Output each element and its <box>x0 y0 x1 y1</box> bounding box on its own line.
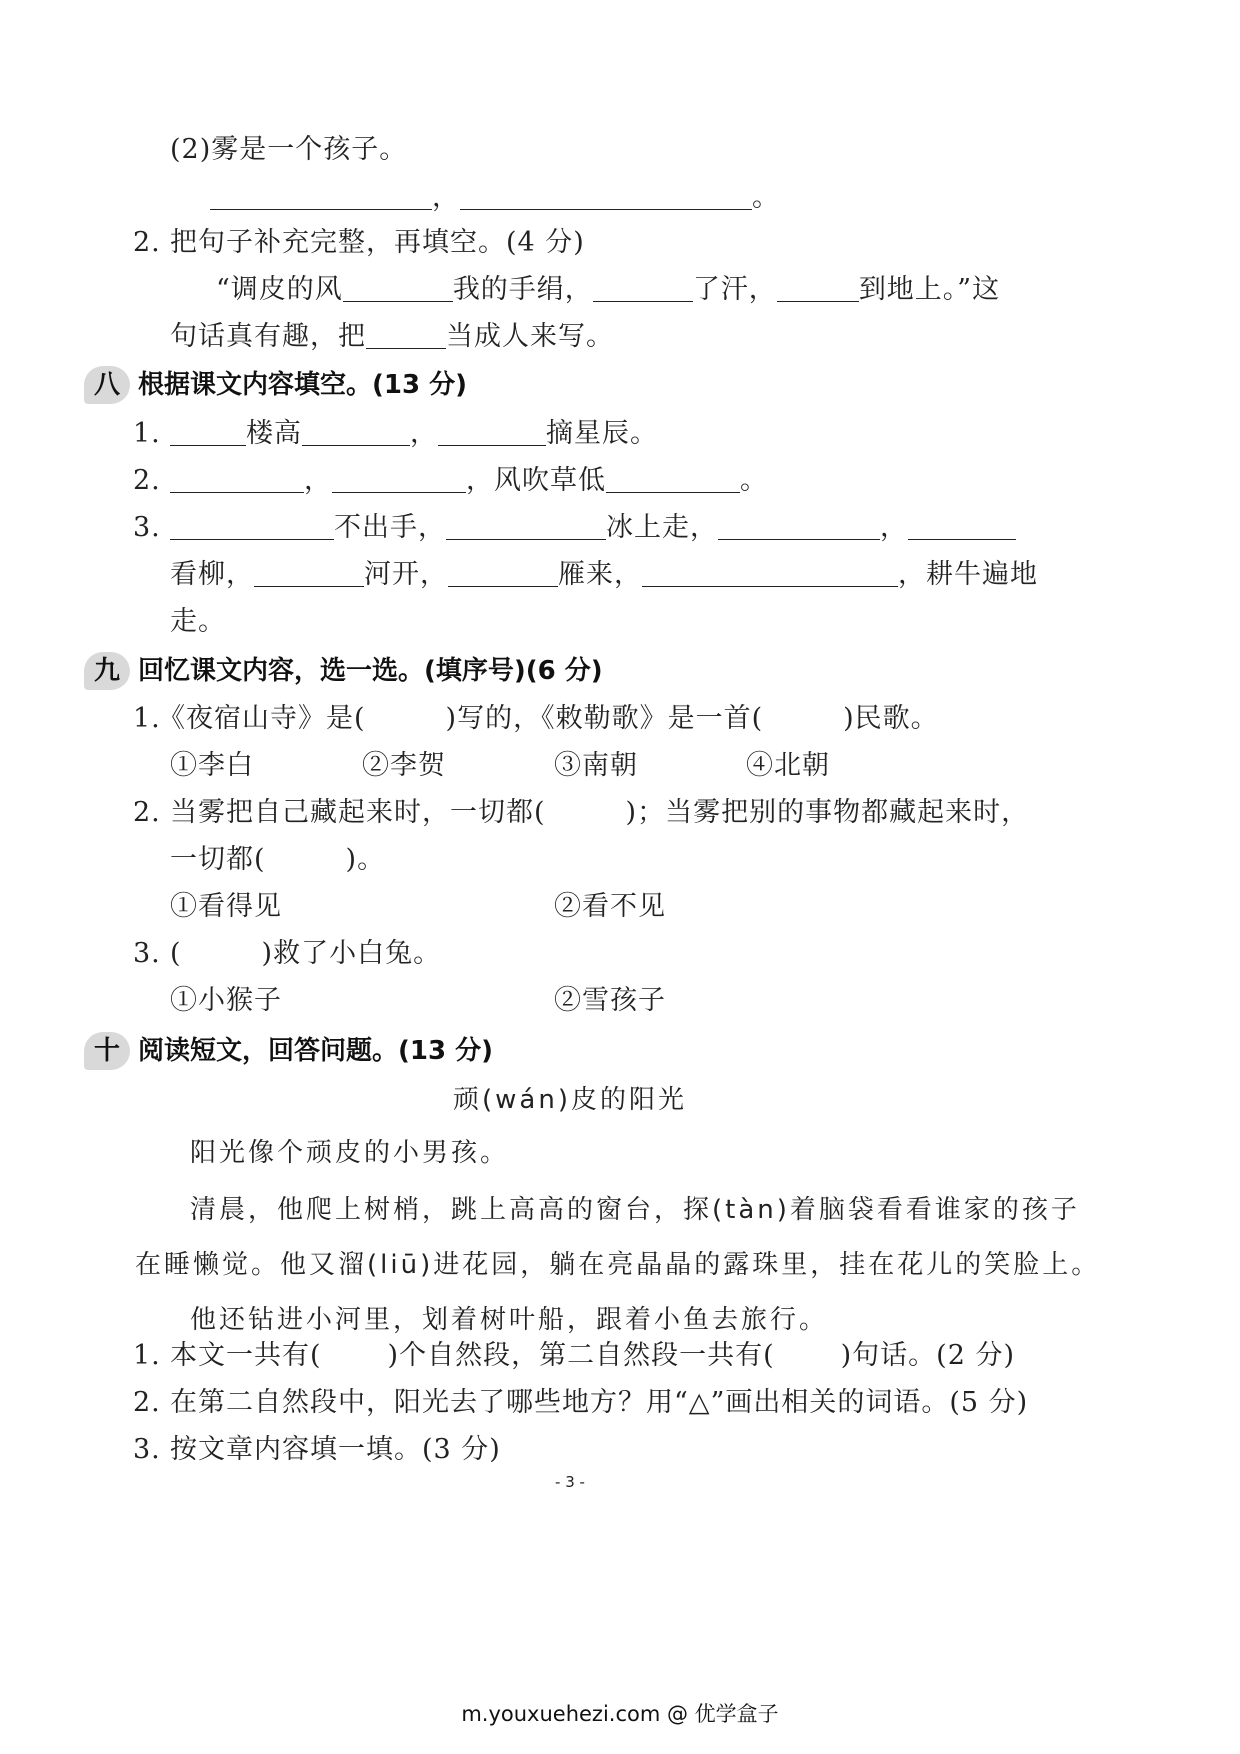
section-9-title: 回忆课文内容，选一选。(填序号)(6 分) <box>138 656 603 686</box>
footer-site: m.youxuehezi.com @ 优学盒子 <box>461 1702 779 1726</box>
q9-3-number: 3. <box>133 938 161 969</box>
q7-item2-answer-line: ， 。 <box>210 180 780 216</box>
q9-1-question: 《夜宿山寺》是( )写的，《敕勒歌》是一首( )民歌。 <box>158 703 939 734</box>
answer-blank[interactable] <box>170 419 246 446</box>
answer-blank[interactable] <box>366 322 446 349</box>
q10-2-question: 在第二自然段中，阳光去了哪些地方？用“△”画出相关的词语。(5 分) <box>170 1387 1029 1418</box>
section-8-title: 根据课文内容填空。(13 分) <box>138 370 467 400</box>
q9-1-option-4[interactable]: ④北朝 <box>746 750 830 781</box>
answer-blank[interactable] <box>343 275 453 302</box>
section-10-title: 阅读短文，回答问题。(13 分) <box>138 1036 493 1066</box>
q7-2-number: 2. <box>133 227 161 258</box>
q10-1-number: 1. <box>133 1340 161 1371</box>
answer-blank[interactable] <box>446 513 606 540</box>
answer-blank[interactable] <box>718 513 880 540</box>
q8-3-line1: 不出手， 冰上走， ， <box>170 510 1016 546</box>
q9-2-question-line1: 当雾把自己藏起来时，一切都( )；当雾把别的事物都藏起来时， <box>170 797 1030 828</box>
answer-blank[interactable] <box>593 275 693 302</box>
story-title: 顽(wán)皮的阳光 <box>453 1085 687 1115</box>
q8-3-number: 3. <box>133 512 161 543</box>
q10-3-question: 按文章内容填一填。(3 分) <box>170 1434 501 1465</box>
q9-2-number: 2. <box>133 797 161 828</box>
section-9-badge: 九 <box>84 652 130 690</box>
answer-blank[interactable] <box>460 183 752 210</box>
q10-2-number: 2. <box>133 1387 161 1418</box>
answer-blank[interactable] <box>170 466 304 493</box>
answer-blank[interactable] <box>908 513 1016 540</box>
q7-2-sentence-line2: 句话真有趣，把 当成人来写。 <box>170 321 614 352</box>
q9-2-option-2[interactable]: ②看不见 <box>554 891 666 922</box>
q8-2-line: ， ，风吹草低 。 <box>170 463 768 499</box>
answer-blank[interactable] <box>170 513 334 540</box>
section-8-badge: 八 <box>84 366 130 404</box>
q9-3-option-2[interactable]: ②雪孩子 <box>554 985 666 1016</box>
answer-blank[interactable] <box>606 466 740 493</box>
answer-blank[interactable] <box>332 466 466 493</box>
answer-blank[interactable] <box>642 560 898 587</box>
q9-1-option-3[interactable]: ③南朝 <box>554 750 638 781</box>
q10-1-question: 本文一共有( )个自然段，第二自然段一共有( )句话。(2 分) <box>170 1340 1015 1371</box>
answer-blank[interactable] <box>438 419 546 446</box>
q8-1-line: 楼高 ， 摘星辰。 <box>170 416 658 452</box>
answer-blank[interactable] <box>302 419 410 446</box>
answer-blank[interactable] <box>448 560 558 587</box>
q9-2-question-line2: 一切都( )。 <box>170 844 386 875</box>
story-paragraph-1: 阳光像个顽皮的小男孩。 <box>190 1138 510 1168</box>
q8-3-line2: 看柳， 河开， 雁来， ，耕牛遍地 <box>170 559 1038 590</box>
story-paragraph-2-line1: 清晨，他爬上树梢，跳上高高的窗台，探(tàn)着脑袋看看谁家的孩子 <box>190 1195 1080 1225</box>
q9-1-option-1[interactable]: ①李白 <box>170 750 254 781</box>
q9-1-option-2[interactable]: ②李贺 <box>362 750 446 781</box>
q9-1-number: 1. <box>133 703 161 734</box>
page-number: - 3 - <box>555 1473 585 1491</box>
q10-3-number: 3. <box>133 1434 161 1465</box>
q9-2-option-1[interactable]: ①看得见 <box>170 891 282 922</box>
q8-2-number: 2. <box>133 465 161 496</box>
section-10-badge: 十 <box>84 1032 130 1070</box>
answer-blank[interactable] <box>210 183 432 210</box>
story-paragraph-3: 他还钻进小河里，划着树叶船，跟着小鱼去旅行。 <box>190 1305 829 1335</box>
q8-3-line3: 走。 <box>170 606 226 637</box>
q7-item2-prompt: (2)雾是一个孩子。 <box>170 134 408 165</box>
q7-2-sentence-line1: “调皮的风 我的手绢， 了汗， 到地上。”这 <box>216 274 1001 305</box>
q9-3-question: ( )救了小白兔。 <box>170 938 442 969</box>
answer-blank[interactable] <box>777 275 859 302</box>
q9-3-option-1[interactable]: ①小猴子 <box>170 985 282 1016</box>
q8-1-number: 1. <box>133 418 161 449</box>
story-paragraph-2-line2: 在睡懒觉。他又溜(liū)进花园，躺在亮晶晶的露珠里，挂在花儿的笑脸上。 <box>135 1250 1101 1280</box>
answer-blank[interactable] <box>254 560 364 587</box>
q7-2-question: 把句子补充完整，再填空。(4 分) <box>170 227 585 258</box>
